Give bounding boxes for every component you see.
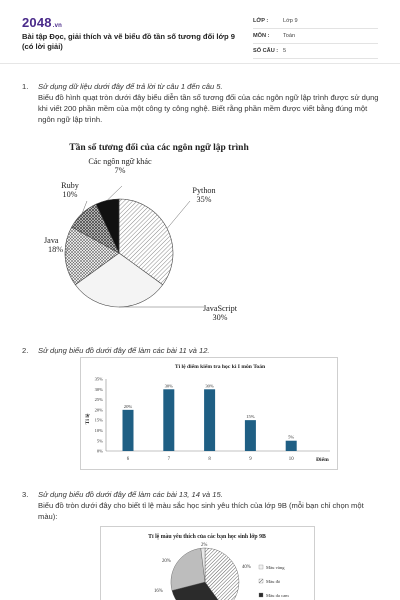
- x-tick-label: 9: [249, 457, 252, 462]
- pie-chart-colors: [100, 526, 315, 600]
- bar: [163, 389, 174, 451]
- pie-value-label: 2%: [201, 543, 208, 548]
- y-tick-label: 20%: [94, 407, 103, 413]
- pie-leader-line: [107, 186, 122, 200]
- legend-label: Màu da cam: [266, 593, 289, 598]
- logo-suffix: .vn: [52, 23, 63, 29]
- bar-value-label: 30%: [205, 383, 214, 389]
- question-number: 1.: [22, 82, 29, 91]
- meta-value: Lớp 9: [283, 18, 298, 24]
- x-tick-label: 8: [208, 457, 211, 462]
- question-1: [22, 81, 382, 125]
- document-meta: [253, 14, 378, 59]
- bar: [204, 389, 215, 451]
- y-tick-label: 10%: [94, 428, 103, 434]
- bar: [286, 441, 297, 451]
- logo-text: 2048: [22, 15, 52, 30]
- legend-swatch: [259, 593, 263, 597]
- chart-title: Tần số tương đối của các ngôn ngữ lập trình: [69, 143, 249, 153]
- pie-label: Ruby: [61, 181, 79, 190]
- page-header: [0, 0, 400, 64]
- legend-swatch: [259, 565, 263, 569]
- pie-value-label: 35%: [196, 195, 212, 204]
- y-axis-label: Tỉ lệ: [85, 413, 91, 425]
- meta-key: SỐ CÂU :: [253, 48, 279, 54]
- x-axis-label: Điểm: [316, 457, 329, 463]
- chart-title: Tỉ lệ màu yêu thích của các bạn học sinh lớp 9B: [148, 534, 266, 540]
- pie-value-label: 7%: [114, 166, 126, 175]
- meta-row-class: [253, 14, 378, 29]
- pie-label: Python: [192, 186, 216, 195]
- y-tick-label: 5%: [96, 438, 103, 444]
- pie-label: Các ngôn ngữ khác: [88, 157, 152, 166]
- x-tick-label: 6: [126, 457, 130, 462]
- bar-chart-scores: [80, 357, 338, 470]
- bar-value-label: 30%: [164, 383, 174, 389]
- question-lead: Sử dụng biểu đồ dưới đây để làm các bài 11 và 12.: [38, 346, 210, 355]
- question-text: Biểu đồ tròn dưới đây cho biết tỉ lệ màu sắc học sinh yêu thích của lớp 9B (mỗi bạn chỉ chọn một màu):: [38, 501, 364, 521]
- document-title: Bài tập Đọc, giải thích và vẽ biểu đồ tần số tương đối lớp 9 (có lời giải): [22, 32, 235, 51]
- y-tick-label: 15%: [94, 417, 103, 423]
- bar-value-label: 5%: [288, 434, 295, 440]
- pie-value-label: 18%: [48, 245, 64, 254]
- chart-title: Tỉ lệ điểm kiểm tra học kì I môn Toán: [174, 364, 266, 370]
- pie-chart-languages: [30, 138, 290, 338]
- bar-value-label: 15%: [246, 414, 255, 420]
- pie-slices: [65, 199, 173, 307]
- question-lead: Sử dụng dữ liệu dưới đây để trả lời từ câu 1 đến câu 5.: [38, 82, 223, 91]
- pie-value-label: 30%: [212, 313, 228, 322]
- y-tick-label: 0%: [96, 448, 103, 454]
- pie-label: JavaScript: [202, 304, 238, 313]
- question-3: [22, 489, 384, 522]
- meta-key: LỚP :: [253, 18, 269, 24]
- meta-value: Toán: [283, 33, 296, 39]
- bar-value-label: 20%: [123, 403, 133, 409]
- pie-value-label: 40%: [242, 565, 251, 570]
- y-tick-label: 30%: [94, 386, 103, 392]
- site-logo[interactable]: [22, 15, 62, 30]
- y-tick-label: 35%: [94, 376, 103, 382]
- bar: [123, 410, 134, 451]
- x-tick-label: 10: [288, 457, 294, 462]
- question-2: [22, 345, 382, 356]
- meta-value: 5: [283, 48, 287, 54]
- meta-row-subject: [253, 29, 378, 44]
- pie-leader-line: [167, 201, 190, 228]
- meta-key: MÔN :: [253, 33, 270, 39]
- legend-label: Màu vàng: [266, 565, 285, 570]
- bar: [245, 420, 256, 451]
- x-tick-label: 7: [167, 457, 171, 462]
- question-lead: Sử dụng biểu đồ dưới đây để làm các bài 13, 14 và 15.: [38, 490, 223, 499]
- question-number: 3.: [22, 490, 29, 499]
- legend-swatch: [259, 579, 263, 583]
- meta-row-count: [253, 44, 378, 59]
- pie-value-label: 16%: [154, 589, 163, 594]
- pie-value-label: 10%: [62, 190, 78, 199]
- pie-value-label: 20%: [162, 559, 171, 564]
- legend-label: Màu đỏ: [266, 579, 281, 584]
- y-tick-label: 25%: [94, 397, 103, 403]
- question-text: Biểu đồ hình quạt tròn dưới đây biểu diễn tần số tương đối của các ngôn ngữ lập trình được sử dụng khi viết 200 phần mềm của một công ty công nghệ. Biết rằng phần mềm được viết bằng đúng một ngôn ngữ lập trình.: [38, 93, 379, 124]
- pie-label: Java: [44, 236, 59, 245]
- question-number: 2.: [22, 346, 29, 355]
